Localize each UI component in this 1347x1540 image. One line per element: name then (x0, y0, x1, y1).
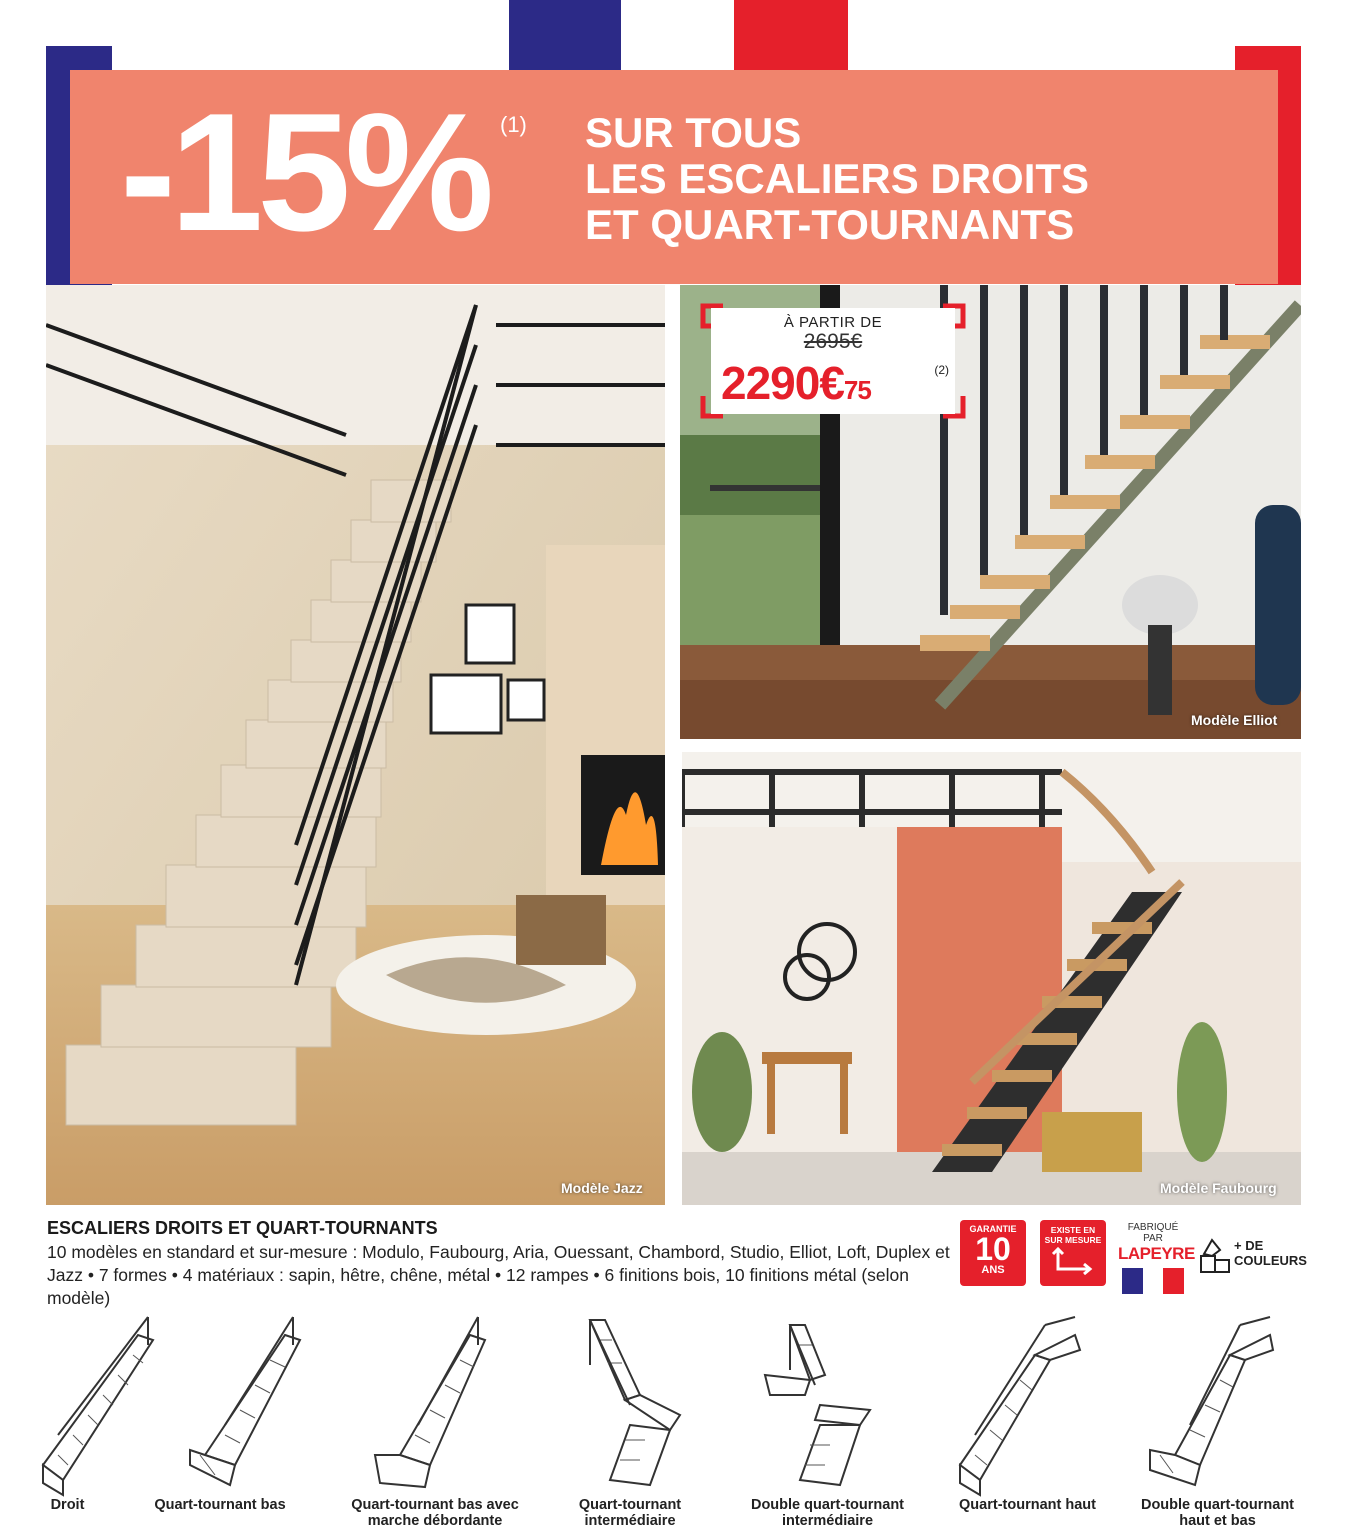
flag-red-bar (734, 0, 848, 70)
double-quarter-turn-middle-stair-icon (760, 1315, 890, 1497)
headline-line-3: ET QUART-TOURNANTS (585, 201, 1075, 248)
guarantee-years: 10 (975, 1231, 1011, 1267)
shape-label-quart-tournant-bas (140, 1497, 300, 1513)
photo-modele-jazz (46, 285, 665, 1205)
discount-footnote: (1) (500, 112, 527, 137)
straight-stair-icon (38, 1315, 168, 1497)
colors-line-2: COULEURS (1234, 1253, 1307, 1268)
price-tag (697, 300, 969, 422)
shape-label-quart-tournant-intermediaire (560, 1497, 700, 1529)
shape-quart-tournant-bas (185, 1315, 315, 1497)
shape-droit (38, 1315, 168, 1497)
shape-quart-tournant-intermediaire (570, 1315, 700, 1497)
colors-label (1234, 1238, 1307, 1268)
guarantee-badge (960, 1220, 1026, 1286)
shape-label-line-1: Double quart-tournant (1140, 1497, 1295, 1513)
double-quarter-turn-top-bottom-stair-icon (1145, 1315, 1275, 1497)
caption-elliot: Modèle Elliot (1191, 712, 1278, 728)
shape-double-quart-tournant-intermediaire (760, 1315, 890, 1497)
new-price (721, 358, 871, 415)
section-title: ESCALIERS DROITS ET QUART-TOURNANTS (47, 1218, 438, 1238)
quarter-turn-middle-stair-icon (570, 1315, 700, 1497)
made-by-label: FABRIQUÉ PAR (1127, 1222, 1179, 1244)
new-price-main: 2290€ (721, 357, 844, 409)
lapeyre-brand: LAPEYRE (1118, 1244, 1195, 1263)
shape-label-line-1: Quart-tournant (578, 1497, 682, 1513)
color-swatch-icon (1198, 1238, 1232, 1276)
shape-label-line-2: intermédiaire (781, 1513, 874, 1529)
flag-blue-bar (509, 0, 621, 70)
shape-label-quart-tournant-bas-debordante (330, 1497, 540, 1529)
shape-label-droit (40, 1497, 95, 1513)
headline-line-1: SUR TOUS (585, 109, 802, 156)
shape-label-line-1: Quart-tournant haut (959, 1497, 1096, 1513)
shape-quart-tournant-haut (955, 1315, 1085, 1497)
shape-label-line-1: Droit (50, 1497, 85, 1513)
quarter-turn-overhang-stair-icon (370, 1315, 500, 1497)
headline-line-2: LES ESCALIERS DROITS (585, 155, 1090, 202)
price-from-label: À PARTIR DE (783, 314, 883, 331)
lapeyre-badge (1118, 1222, 1195, 1294)
shape-quart-tournant-bas-debordante (370, 1315, 500, 1497)
shape-label-line-1: Quart-tournant bas avec (351, 1497, 519, 1513)
discount-percent: -15% (120, 78, 489, 266)
caption-faubourg: Modèle Faubourg (1160, 1180, 1277, 1196)
price-footnote: (2) (934, 363, 949, 377)
shape-label-line-1: Double quart-tournant (750, 1497, 905, 1513)
colors-line-1: + DE (1234, 1238, 1264, 1253)
shape-label-double-quart-tournant-intermediaire (735, 1497, 920, 1529)
quarter-turn-bottom-stair-icon (185, 1315, 315, 1497)
custom-size-line-1: EXISTE EN (1050, 1225, 1096, 1235)
banner-headline (585, 110, 1089, 248)
french-flag-icon (1122, 1268, 1184, 1294)
shape-double-quart-tournant-haut-bas (1145, 1315, 1275, 1497)
shape-label-line-2: marche débordante (367, 1513, 503, 1529)
caption-jazz: Modèle Jazz (561, 1180, 643, 1196)
shape-label-quart-tournant-haut (945, 1497, 1110, 1513)
shape-label-line-2: intermédiaire (584, 1513, 676, 1529)
shape-label-line-1: Quart-tournant bas (154, 1497, 286, 1513)
custom-size-badge (1040, 1220, 1106, 1286)
guarantee-label: GARANTIE (969, 1224, 1017, 1234)
measure-arrow-icon (1048, 1245, 1098, 1275)
new-price-cents: 75 (843, 375, 871, 405)
shape-label-double-quart-tournant-haut-bas (1125, 1497, 1310, 1529)
guarantee-unit: ANS (981, 1264, 1005, 1276)
colors-badge (1198, 1238, 1308, 1278)
shape-label-line-2: haut et bas (1179, 1513, 1256, 1529)
photo-modele-faubourg (682, 752, 1301, 1205)
old-price: 2695€ (803, 330, 863, 353)
custom-size-line-2: SUR MESURE (1044, 1235, 1102, 1245)
quarter-turn-top-stair-icon (955, 1315, 1085, 1497)
section-body: 10 modèles en standard et sur-mesure : Modulo, Faubourg, Aria, Ouessant, Chambord, Studio, Elliot, Loft, Duplex et Jazz • 7 formes • 4 matériaux : sapin, hêtre, chêne, métal • 12 rampes • 6 finitions bois, 10 finitions métal (selon modèle) (47, 1242, 950, 1308)
